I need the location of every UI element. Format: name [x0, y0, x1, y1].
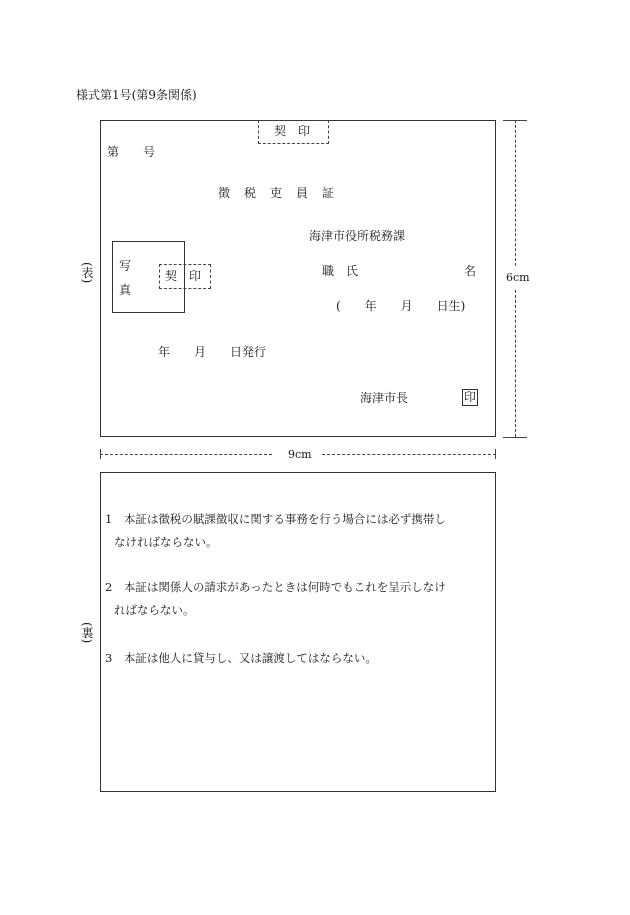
birth-date-line: ( 年 月 日生): [336, 299, 466, 313]
name-label: 名: [464, 264, 477, 278]
back-item-1: [105, 508, 490, 554]
photo-seal-label: 契 印: [165, 269, 202, 283]
front-side-label: (表): [80, 262, 94, 284]
back-item-3: [105, 647, 490, 670]
issue-date-line: 年 月 日発行: [158, 345, 267, 359]
back-side-label: (裏): [80, 622, 94, 644]
width-dim-label: 9cm: [288, 448, 312, 461]
back-item-1-line-1: 1 本証は徴税の賦課徴収に関する事務を行う場合には必ず携帯し: [105, 512, 446, 526]
back-item-3-line-1: 3 本証は他人に貸与し、又は譲渡してはならない。: [105, 651, 377, 665]
number-label: 第 号: [107, 145, 156, 159]
back-item-2-line-1: 2 本証は関係人の請求があったときは何時でもこれを呈示しなけ: [105, 580, 446, 594]
issuer-label: 海津市長: [360, 391, 409, 405]
photo-label-1: 写: [119, 259, 132, 273]
card-title: 徴 税 吏 員 証: [218, 186, 336, 200]
height-dim-line-upper: [515, 120, 516, 266]
back-item-2-line-2: ればならない。: [114, 603, 195, 617]
width-dim-right-tick: [495, 449, 496, 459]
issuer-seal: 印: [463, 390, 476, 404]
width-dim-line-left: [100, 454, 272, 455]
height-dim-line-lower: [515, 290, 516, 437]
height-dim-label: 6cm: [506, 271, 530, 284]
top-seal-label: 契 印: [274, 124, 311, 138]
back-item-2: [105, 576, 490, 622]
photo-label-2: 真: [119, 283, 132, 297]
department-label: 海津市役所税務課: [309, 229, 406, 243]
width-dim-line-right: [322, 454, 496, 455]
height-dim-bottom-tick: [503, 437, 527, 438]
position-name-label: 職 氏: [322, 264, 359, 278]
back-item-1-line-2: なければならない。: [114, 535, 218, 549]
form-title: 様式第1号(第9条関係): [76, 88, 197, 102]
